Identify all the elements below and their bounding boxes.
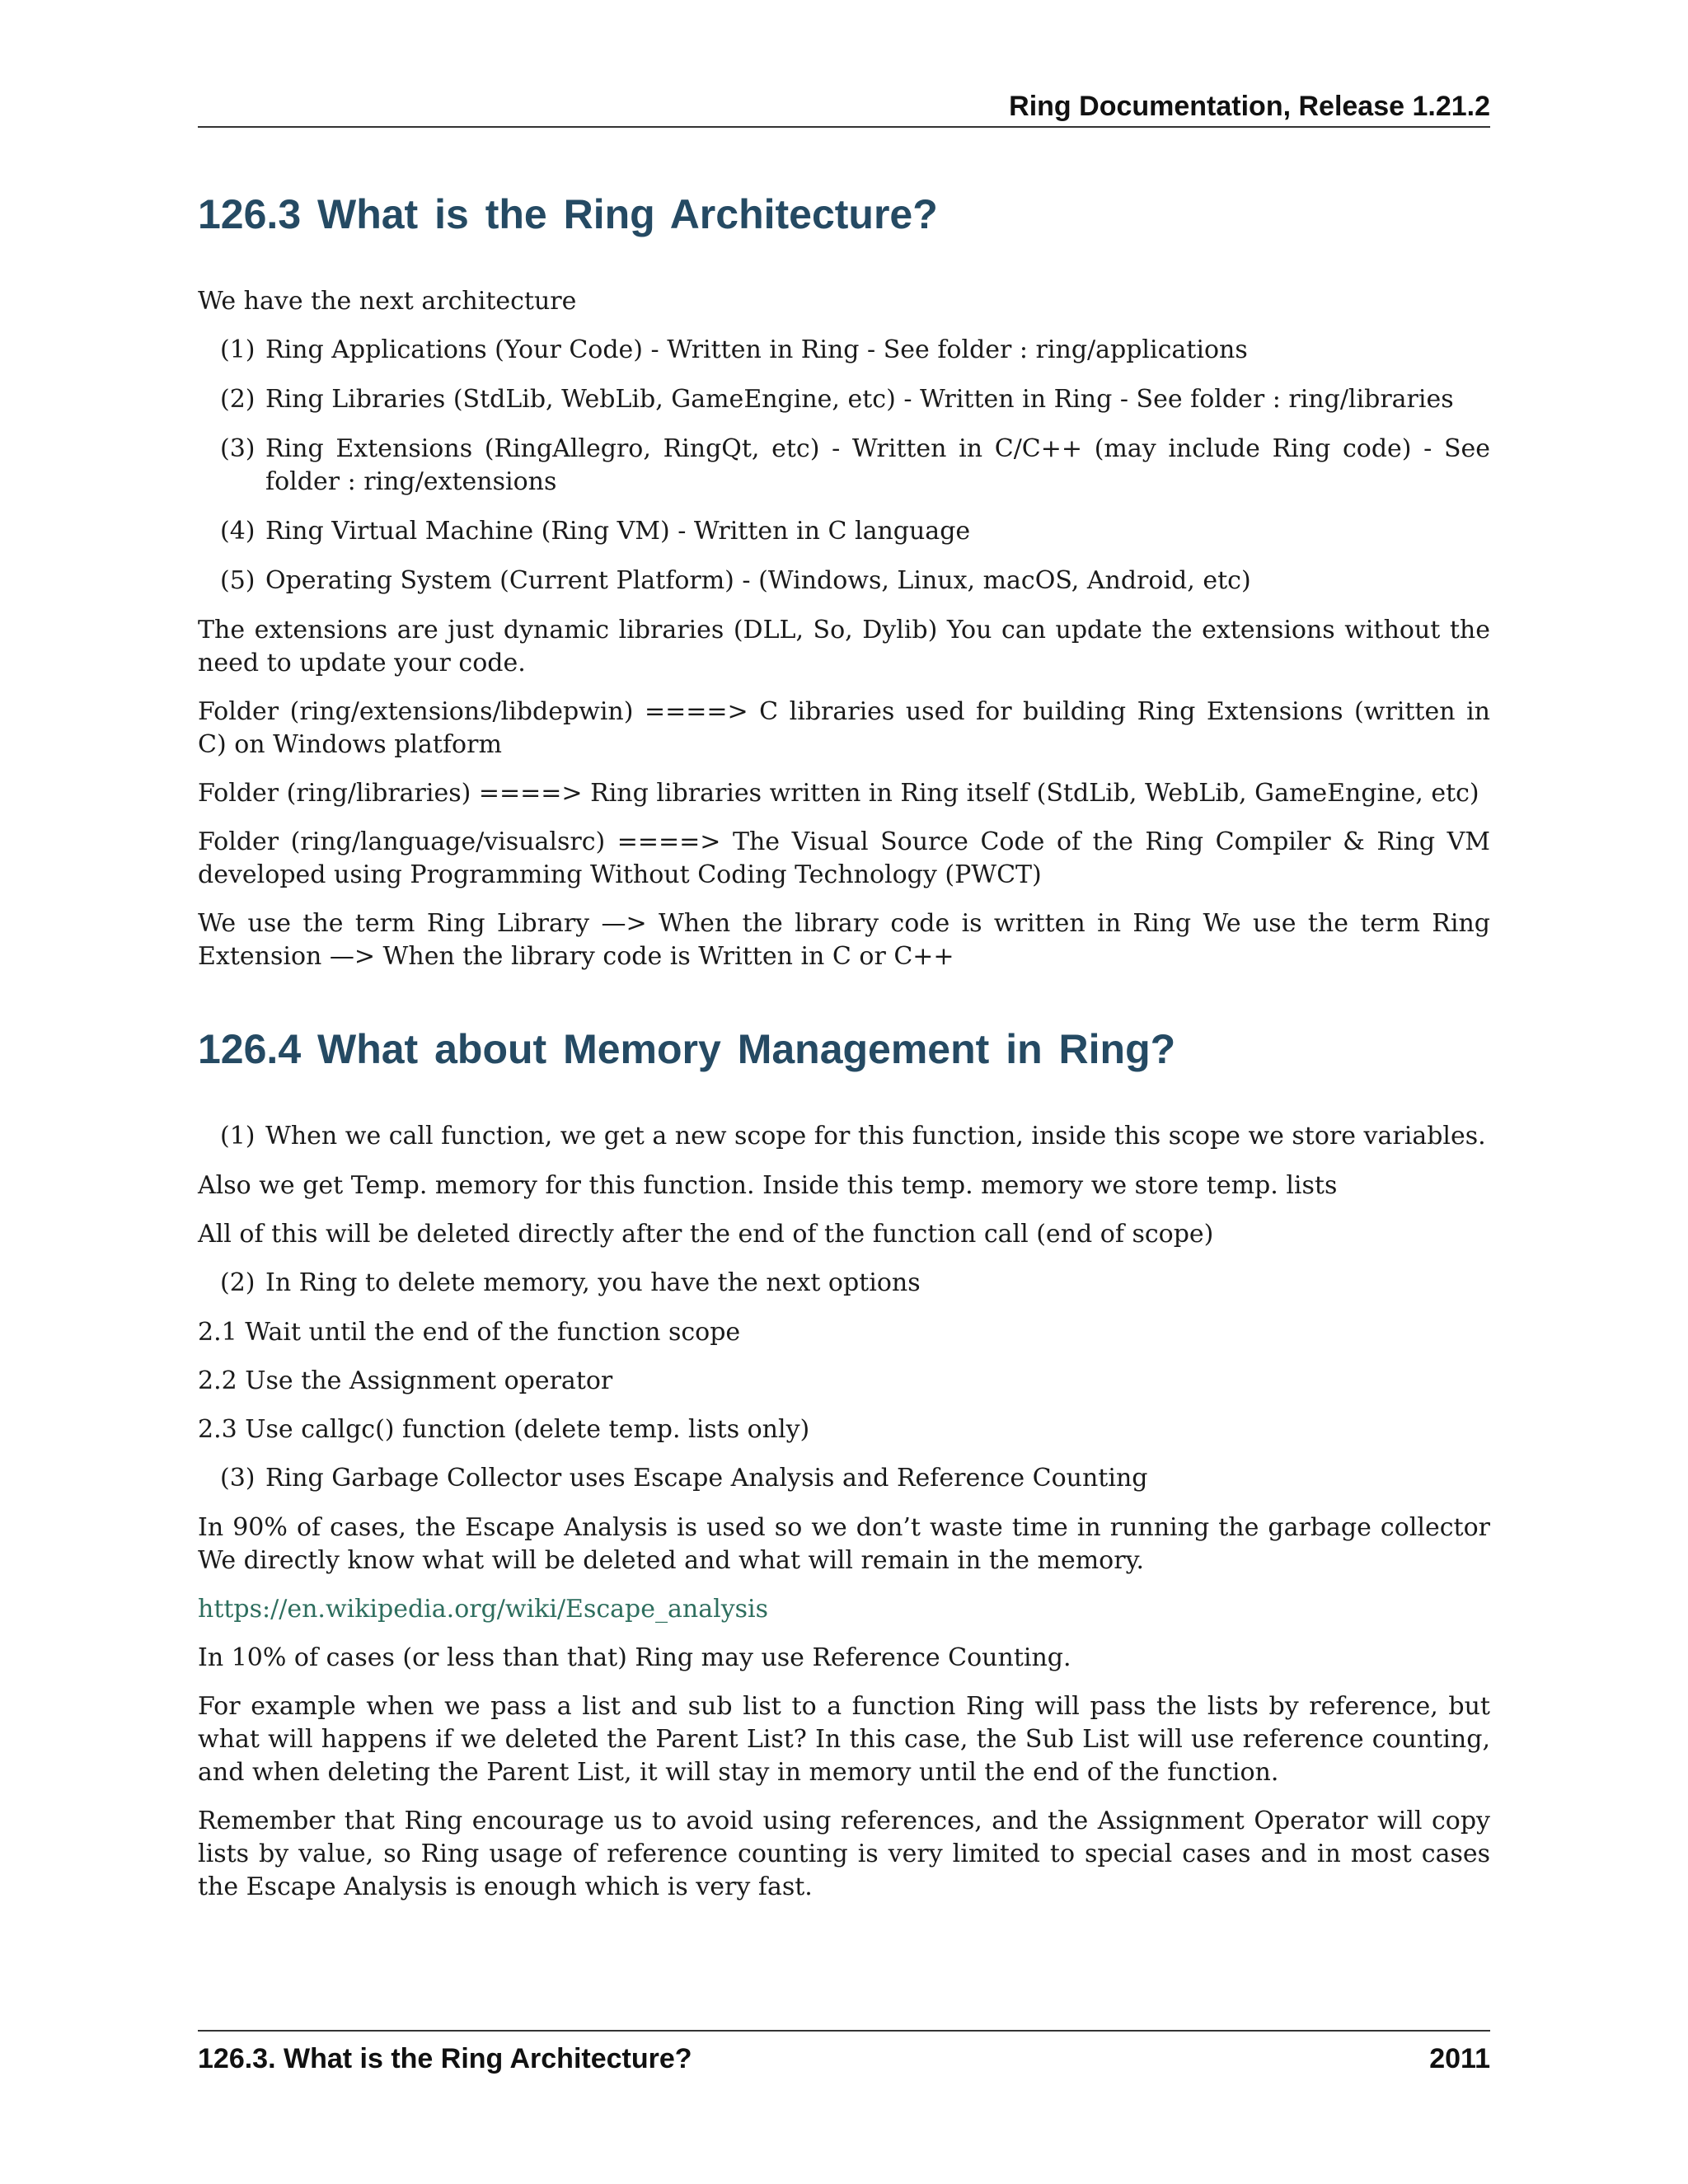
list-number: (4) (220, 517, 256, 546)
page-content (198, 190, 1490, 1919)
list-number: (3) (220, 434, 256, 463)
list-item (198, 383, 1490, 416)
escape-analysis-link[interactable]: https://en.wikipedia.org/wiki/Escape_analysis (198, 1595, 769, 1624)
list-item (198, 515, 1490, 548)
paragraph-libdepwin: Folder (ring/extensions/libdepwin) ====> C libraries used for building Ring Extensions (written in C) on Windows platform (198, 697, 1490, 759)
running-title: Ring Documentation, Release 1.21.2 (1009, 91, 1490, 122)
paragraph-extensions: The extensions are just dynamic libraries (DLL, So, Dylib) You can update the extensions without the need to update your code. (198, 616, 1490, 677)
list-number: (1) (220, 335, 256, 364)
paragraph-link (198, 1593, 1490, 1626)
memory-list-2 (198, 1267, 1490, 1300)
section-heading-architecture: 126.3 What is the Ring Architecture? (198, 191, 938, 237)
list-number: (2) (220, 385, 256, 414)
paragraph-example: For example when we pass a list and sub list to a function Ring will pass the lists by reference, but what will happens if we deleted the Parent List? In this case, the Sub List will use reference counting, and when deleting the Parent List, it will stay in memory until the end of the function. (198, 1692, 1490, 1787)
list-number: (1) (220, 1122, 256, 1151)
list-number: (3) (220, 1464, 256, 1493)
list-item (198, 1462, 1490, 1495)
list-text: In Ring to delete memory, you have the next options (265, 1268, 921, 1297)
list-text: Ring Garbage Collector uses Escape Analysis and Reference Counting (265, 1464, 1148, 1493)
paragraph-reference-counting: In 10% of cases (or less than that) Ring may use Reference Counting. (198, 1643, 1071, 1672)
running-header (198, 91, 1490, 128)
paragraph-remember: Remember that Ring encourage us to avoid using references, and the Assignment Operator will copy lists by value, so Ring usage of reference counting is very limited to special cases and in most cases the Escape Analysis is enough which is very fast. (198, 1807, 1490, 1901)
list-item (198, 433, 1490, 499)
paragraph-option-2-3: 2.3 Use callgc() function (delete temp. lists only) (198, 1415, 810, 1444)
list-text: Ring Virtual Machine (Ring VM) - Written in C language (265, 517, 971, 546)
paragraph-deleted: All of this will be deleted directly after the end of the function call (end of scope) (198, 1220, 1214, 1249)
memory-list-3 (198, 1462, 1490, 1495)
list-number: (5) (220, 566, 256, 595)
list-text: Ring Applications (Your Code) - Written in Ring - See folder : ring/applications (265, 335, 1248, 364)
list-text: Ring Extensions (RingAllegro, RingQt, etc) - Written in C/C++ (may include Ring code) - See folder : ring/extensions (265, 434, 1490, 496)
list-text: When we call function, we get a new scope for this function, inside this scope we store variables. (265, 1122, 1486, 1151)
architecture-list (198, 334, 1490, 598)
paragraph-terms: We use the term Ring Library —> When the library code is written in Ring We use the term Ring Extension —> When the library code is Written in C or C++ (198, 909, 1490, 971)
paragraph-escape-analysis: In 90% of cases, the Escape Analysis is used so we don’t waste time in running the garbage collector We directly know what will be deleted and what will remain in the memory. (198, 1513, 1490, 1575)
paragraph-libraries: Folder (ring/libraries) ====> Ring libraries written in Ring itself (StdLib, WebLib, GameEngine, etc) (198, 779, 1479, 808)
list-item (198, 334, 1490, 367)
paragraph-temp-memory: Also we get Temp. memory for this function. Inside this temp. memory we store temp. lists (198, 1171, 1338, 1200)
paragraph-option-2-1: 2.1 Wait until the end of the function scope (198, 1318, 741, 1347)
paragraph-visualsrc: Folder (ring/language/visualsrc) ====> The Visual Source Code of the Ring Compiler & Ring VM developed using Programming Without Coding Technology (PWCT) (198, 827, 1490, 889)
list-text: Operating System (Current Platform) - (Windows, Linux, macOS, Android, etc) (265, 566, 1251, 595)
list-number: (2) (220, 1268, 256, 1297)
list-text: Ring Libraries (StdLib, WebLib, GameEngine, etc) - Written in Ring - See folder : ring/libraries (265, 385, 1454, 414)
memory-list-1 (198, 1120, 1490, 1153)
list-item (198, 565, 1490, 598)
section-heading-memory: 126.4 What about Memory Management in Ring? (198, 1026, 1176, 1072)
footer-section-title: 126.3. What is the Ring Architecture? (198, 2043, 692, 2074)
list-item (198, 1120, 1490, 1153)
page-number: 2011 (1429, 2043, 1490, 2074)
paragraph-option-2-2: 2.2 Use the Assignment operator (198, 1366, 613, 1395)
architecture-intro: We have the next architecture (198, 287, 577, 316)
page-footer (198, 2030, 1490, 2075)
list-item (198, 1267, 1490, 1300)
